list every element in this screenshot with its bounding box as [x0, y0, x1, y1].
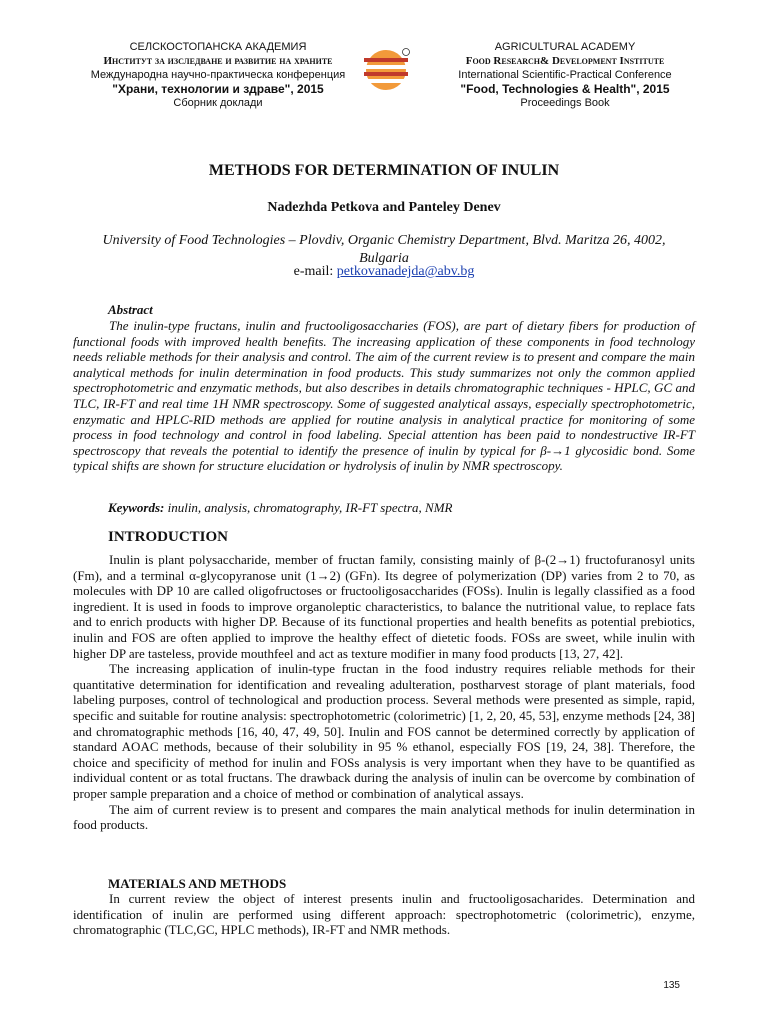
introduction-heading: INTRODUCTION	[108, 529, 229, 545]
abstract-heading: Abstract	[108, 302, 153, 317]
materials-body	[73, 891, 695, 938]
abstract-paragraph: The inulin-type fructans, inulin and fructooligosaccharies (FOS), are part of dietary fibers for production of functional foods with improved health benefits. The increasing application of these components in food technology needs reliable methods for their analysis and control. The aim of the current review is to present and compare the main analytical methods for inulin determination in food products. This study summarizes not only the common applied spectrophotometric and enzymatic methods, but also describes in details chromatographic techniques - HPLC, GC and TLC, IR-FT and real time 1H NMR spectroscopy. Some of suggested analytical assays, especially spectrophotometric, enzymatic and HPLC-RID methods are applied for routine analysis in analytical practice for monitoring of some process in food technology and control in food labeling. Special attention has been paid to nondestructive IR-FT spectroscopy that reveals the potential to identify the presence of inulin by typical for β-→1 glycosidic bond. Some typical shifts are shown for structure elucidation or hydrolysis of inulin by NMR spectroscopy.	[73, 318, 695, 474]
academy-bg: СЕЛСКОСТОПАНСКА АКАДЕМИЯ	[129, 41, 307, 53]
intro-paragraph-3: The aim of current review is to present and compares the main analytical methods for inulin determination in food products.	[73, 801, 695, 833]
keywords-value: inulin, analysis, chromatography, IR-FT spectra, NMR	[164, 500, 453, 515]
institute-en: Food Research& Development Institute	[465, 55, 665, 67]
institute-logo-icon	[362, 46, 412, 92]
proceedings-en: Proceedings Book	[520, 97, 610, 109]
proceedings-bg: Сборник доклади	[173, 97, 263, 109]
introduction-body	[73, 552, 695, 833]
email-link[interactable]: petkovanadejda@abv.bg	[336, 264, 475, 279]
header-right-english	[420, 40, 710, 110]
academy-en: AGRICULTURAL ACADEMY	[494, 41, 636, 53]
materials-paragraph-1: In current review the object of interest presents inulin and fructooligosacharides. Determination and identification of inulin are performed using different approach: spectrophotometric (colorimetric), enzyme, chromatographic (TLC,GC, HPLC methods), IR-FT and NMR methods.	[73, 891, 695, 938]
paper-authors: Nadezhda Petkova and Panteley Denev	[267, 200, 501, 215]
email-label: e-mail:	[293, 264, 337, 279]
keywords-line	[108, 500, 696, 516]
intro-paragraph-1: Inulin is plant polysaccharide, member of fructan family, consisting mainly of β-(2→1) fructofuranosyl units (Fm), and a terminal α-glycopyranose unit (1→2) (GFn). Its degree of polymerization (DP) varies from 2 to 70, as molecules with DP 10 are called oligofructoses or fructooligosaccharides (FOSs). Inulin is legally classified as a food ingredient. It is used in foods to improve organoleptic characteristics, to balance the nutritional value, to replace fats and to enrich products with higher DP. Because of its functional properties and health benefits as potential prebiotics, inulin and FOS are often applied to improve the healthy effect of dietetic foods. FOSs are sweet, while inulin with higher DP are tasteless, provide mouthfeel and act as texture modifier in many food products [13, 27, 42].	[73, 552, 695, 661]
page-number: 135	[663, 980, 680, 991]
conference-bg: Международна научно-практическа конференция	[90, 69, 346, 81]
conference-name-en: "Food, Technologies & Health", 2015	[460, 82, 670, 96]
materials-heading: MATERIALS AND METHODS	[108, 876, 287, 891]
conference-header	[0, 40, 768, 110]
intro-paragraph-2: The increasing application of inulin-type fructan in the food industry requires reliable methods for their quantitative determination for identification and revealing adulteration, postharvest storage of plant materials, food labeling purposes, control of technological and production process. Several methods were presented as simple, rapid, specific and suitable for routine analysis: spectrophotometric (colorimetric) [1, 2, 20, 45, 53], enzyme methods [24, 38] and chromatographic methods [16, 40, 47, 49, 50]. Inulin and FOS cannot be determined correctly by application of standard AOAC methods, because of their solubility in 95 % ethanol, especially FOS [19, 24, 38]. Therefore, the choice and specificity of method for inulin and FOSs analysis is very important when they have to be quantified as individual content or as total fructans. The drawback during the analysis of inulin can be overcome by combination of proper sample preparation and a choice of method or combination of analytical assays.	[73, 661, 695, 801]
keywords-label: Keywords:	[108, 500, 165, 515]
abstract-body	[73, 318, 695, 474]
institute-bg: Институт за изследване и развитие на храните	[103, 55, 333, 67]
email-line	[0, 264, 768, 280]
header-left-bulgarian	[68, 40, 368, 110]
conference-name-bg: "Храни, технологии и здраве", 2015	[112, 82, 324, 96]
paper-affiliation: University of Food Technologies – Plovdiv, Organic Chemistry Department, Blvd. Maritza 26, 4002, Bulgaria	[102, 233, 666, 266]
paper-title: METHODS FOR DETERMINATION OF INULIN	[208, 162, 560, 179]
conference-en: International Scientific-Practical Conference	[458, 69, 672, 81]
